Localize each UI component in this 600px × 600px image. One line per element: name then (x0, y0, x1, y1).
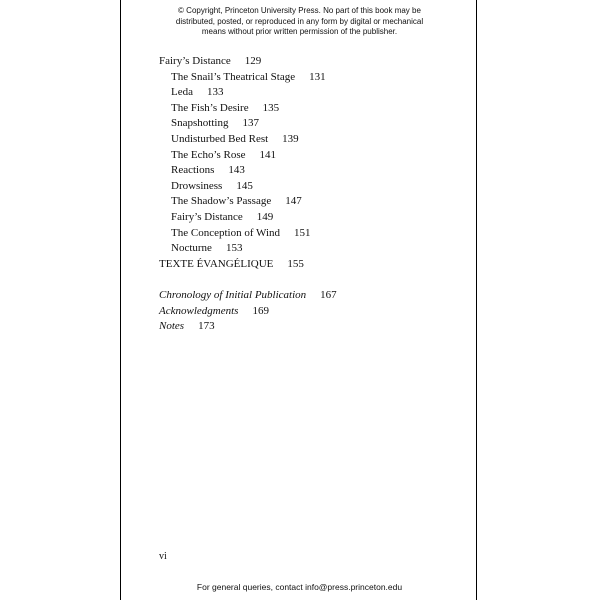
toc-entry-page: 167 (320, 288, 337, 301)
toc-entry-page: 153 (225, 242, 243, 255)
toc-entry (159, 226, 337, 242)
copyright-notice (121, 6, 478, 38)
toc-entry-title: Acknowledgments (159, 304, 239, 317)
toc-entry-title: Nocturne (171, 242, 212, 255)
toc-entry (159, 163, 337, 179)
toc-entry-title: The Conception of Wind (171, 226, 281, 239)
toc-entry-page: 135 (262, 101, 280, 114)
page-number: vi (159, 551, 167, 562)
toc-entry-page: 137 (242, 117, 259, 130)
toc-entry (159, 70, 337, 86)
toc-entry (159, 210, 337, 226)
footer-contact: For general queries, contact info@press.princeton.edu (196, 582, 403, 592)
toc-backmatter-entry (159, 288, 337, 304)
toc-entry-title: Leda (171, 86, 193, 99)
toc-entry-title: Snapshotting (171, 117, 229, 130)
toc-entry-page: 145 (236, 179, 253, 192)
toc-entry-page: 143 (228, 164, 245, 177)
copyright-line: distributed, posted, or reproduced in any form by digital or mechanical (175, 16, 424, 26)
toc-entry-title: The Echo’s Rose (171, 148, 246, 161)
toc-entry-page: 151 (294, 226, 311, 239)
toc-entry-title: Chronology of Initial Publication (159, 288, 307, 301)
toc-entry (159, 257, 337, 273)
section-gap (159, 272, 337, 288)
toc-backmatter-entry (159, 304, 337, 320)
toc-entry (159, 116, 337, 132)
toc-entry-page: 133 (206, 86, 224, 99)
toc-entry (159, 148, 337, 164)
toc-entry (159, 132, 337, 148)
book-page (120, 0, 477, 600)
toc-entry-title: The Shadow’s Passage (171, 195, 272, 208)
toc-entry-title: Fairy’s Distance (159, 55, 231, 67)
toc-entry-page: 173 (198, 320, 215, 333)
toc-entry-title: The Snail’s Theatrical Stage (171, 70, 296, 83)
toc-entry-title: Notes (159, 320, 185, 333)
toc-entry-page: 141 (259, 148, 277, 161)
toc-entry-page: 139 (282, 132, 299, 145)
toc-entry-title: Reactions (171, 164, 215, 177)
toc-entry-page: 131 (309, 70, 326, 83)
table-of-contents (159, 54, 337, 335)
toc-entry (159, 85, 337, 101)
toc-entry-page: 129 (244, 55, 262, 67)
toc-entry-title: Undisturbed Bed Rest (171, 132, 269, 145)
toc-entry-title: TEXTE ÉVANGÉLIQUE (159, 257, 274, 270)
toc-entry (159, 179, 337, 195)
copyright-line: © Copyright, Princeton University Press. No part of this book may be (178, 6, 421, 15)
toc-entry-title: The Fish’s Desire (171, 101, 249, 114)
toc-backmatter-entry (159, 319, 337, 335)
toc-entry-title: Drowsiness (171, 179, 223, 192)
toc-entry-page: 169 (252, 304, 269, 317)
toc-entry-title: Fairy’s Distance (171, 210, 243, 223)
toc-entry-page: 149 (256, 210, 274, 223)
toc-entry (159, 101, 337, 117)
toc-entry (159, 194, 337, 210)
toc-entry-page: 147 (285, 195, 302, 208)
toc-entry-page: 155 (287, 257, 304, 270)
toc-entry (159, 241, 337, 257)
copyright-line: means without prior written permission of the publisher. (201, 27, 398, 36)
toc-entry (159, 54, 337, 70)
